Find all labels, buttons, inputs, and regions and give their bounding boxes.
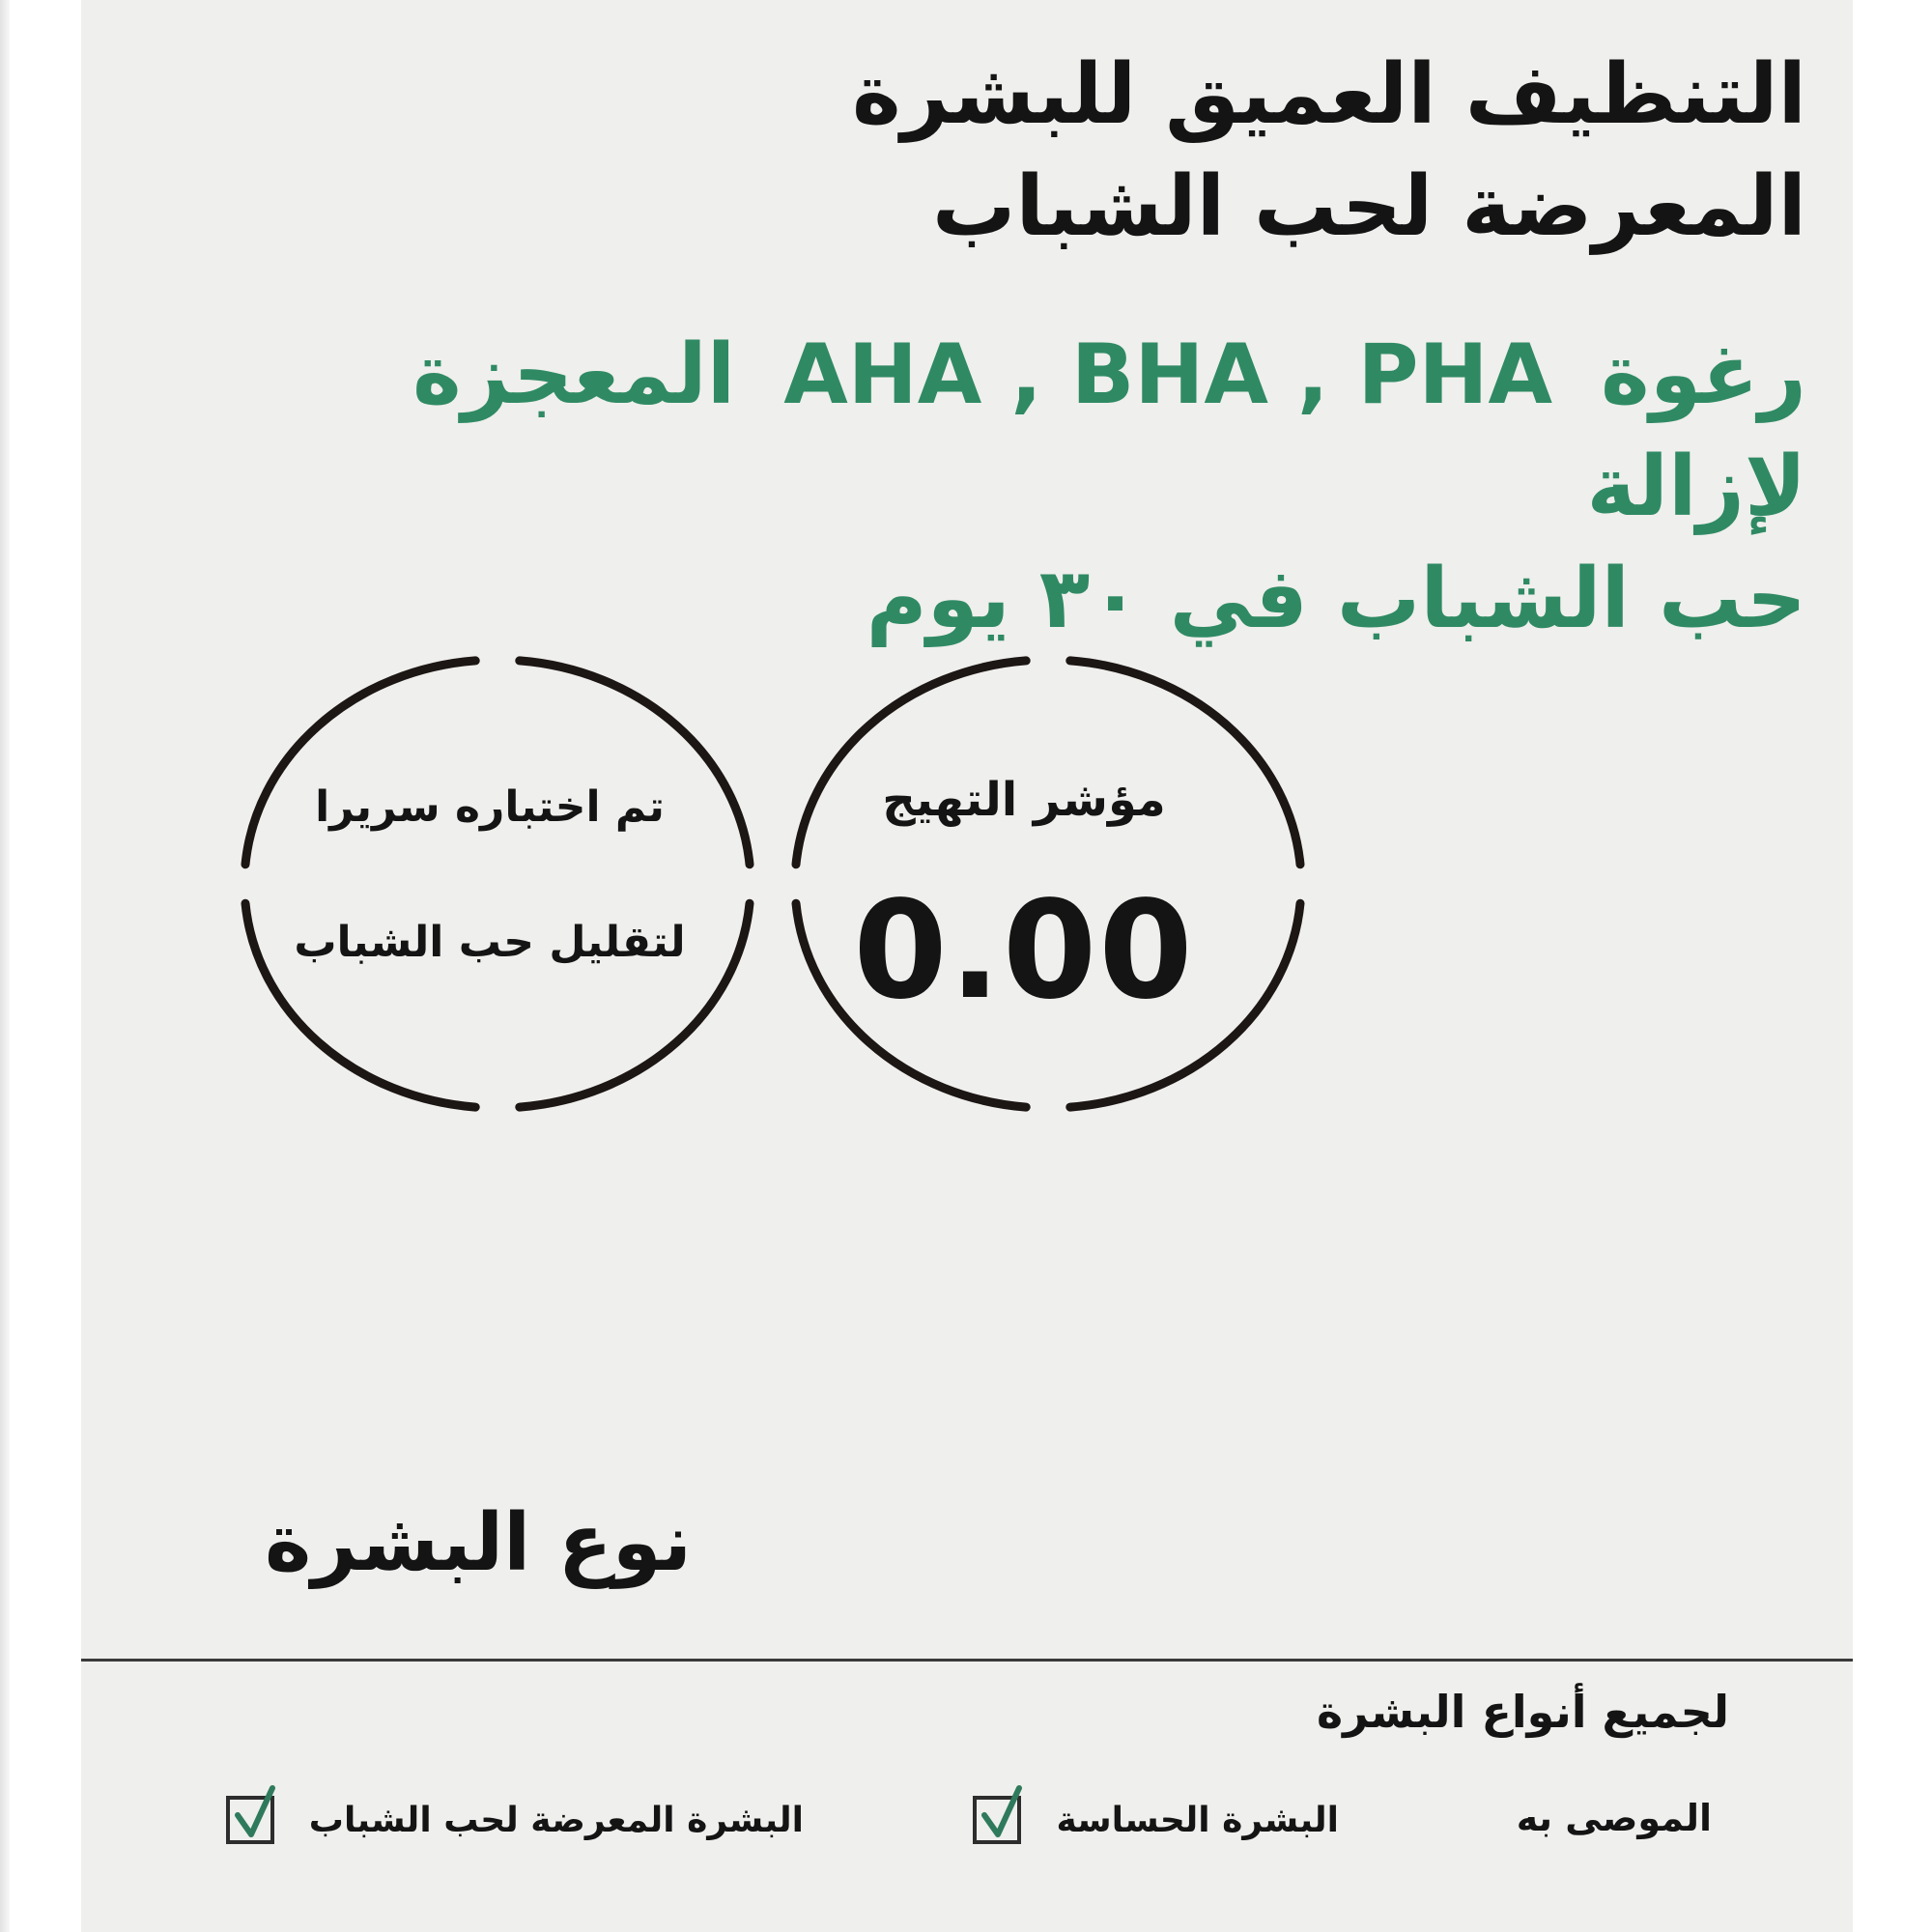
tested-badge-ring-arc-4 (245, 661, 475, 865)
skin-type-heading: نوع البشرة (265, 1497, 692, 1589)
checkmark-icon (230, 1786, 278, 1844)
section-divider (81, 1659, 1853, 1662)
irritation-badge-ring-arc-4 (796, 661, 1026, 865)
title-line-1: التنظيف العميق للبشرة (851, 46, 1806, 143)
skin-type-sensitive (973, 1791, 1339, 1849)
irritation-badge-ring-arc-1 (1070, 661, 1300, 865)
subtitle-ingredients: AHA , BHA , PHA (783, 327, 1553, 423)
title-line-2: المعرضة لحب الشباب (931, 158, 1806, 255)
tested-badge-line-2: لتقليل حب الشباب (294, 918, 686, 967)
all-skin-types-label: لجميع أنواع البشرة (1317, 1686, 1729, 1738)
tested-badge-ring-arc-1 (520, 661, 750, 865)
skin-type-acne-prone (226, 1791, 804, 1849)
tested-badge-line-1: تم اختباره سريرا (315, 782, 665, 832)
skin-type-acne-prone-label: البشرة المعرضة لحب الشباب (308, 1800, 804, 1840)
checkbox-checked-icon (973, 1796, 1021, 1844)
subtitle-prefix: رغوة (1601, 327, 1806, 423)
product-info-card (81, 0, 1853, 1932)
recommended-label: الموصى به (1516, 1797, 1712, 1839)
irritation-index-label: مؤشر التهيج (882, 773, 1166, 827)
page-title (261, 39, 1806, 263)
subtitle-middle: المعجزة لإزالة (412, 327, 1806, 535)
left-edge-shadow (0, 0, 10, 1932)
subtitle-line-2: حب الشباب في ٣٠ يوم (866, 551, 1806, 647)
recommended-row (81, 1768, 1853, 1864)
checkmark-icon (977, 1786, 1025, 1844)
page-subtitle (164, 319, 1806, 655)
checkbox-checked-icon (226, 1796, 274, 1844)
irritation-index-value: 0.00 (853, 872, 1195, 1030)
skin-type-sensitive-label: البشرة الحساسة (1056, 1800, 1339, 1840)
badge-rings (232, 647, 1333, 1130)
